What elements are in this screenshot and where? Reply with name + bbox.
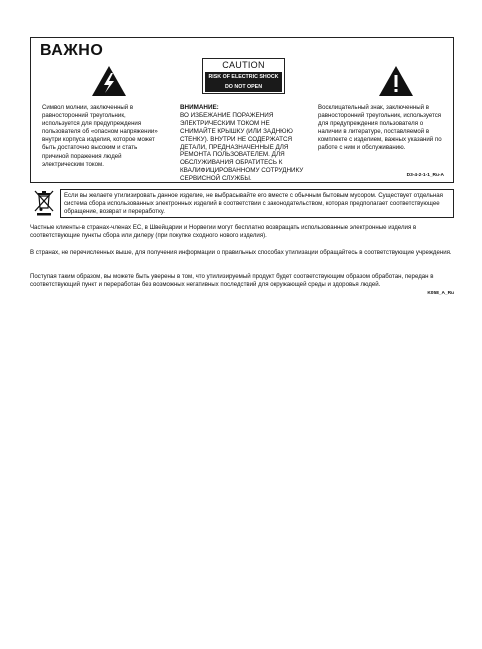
weee-text: Если вы желаете утилизировать данное изделие, не выбрасывайте его вместе с обычным бытовым мусором. Существует отдельная система сбора использованных электронных изделий в соответствии с законодательством, которая предполагает соответствующее обращение, возврат и переработку. [60,189,454,218]
caution-band [205,72,282,92]
paragraph-environment: Поступая таким образом, вы можете быть уверены в том, что утилизируемый продукт будет соответствующим образом обработан, передан в соответствующий пункт и переработан без возможных негативных последствий для окружающей среды и здоровья людей. [30,273,434,288]
exclamation-explanation: Восклицательный знак, заключенный в равносторонний треугольник, используется для предупреждения пользователя о наличии в литературе, поставляемой в комплекте с изделием, важных указаний по работе с ним и обслуживанию. [318,104,442,152]
caution-label [202,58,285,94]
paragraph-other-countries: В странах, не перечисленных выше, для получения информации о правильных способах утилизации обращайтесь в соответствующие учреждения. [30,249,452,256]
document-code-2: K058_A_Ru [427,291,454,296]
caution-explanation [180,104,306,183]
document-code: D3-4-2-1-1_Ru-A [406,173,444,178]
caution-title: CAUTION [222,60,265,70]
caution-line-1: RISK OF ELECTRIC SHOCK [208,74,279,80]
caution-body: ВО ИЗБЕЖАНИЕ ПОРАЖЕНИЯ ЭЛЕКТРИЧЕСКИМ ТОКОМ НЕ СНИМАЙТЕ КРЫШКУ (ИЛИ ЗАДНЮЮ СТЕНКУ). ВНУТРИ НЕ СОДЕРЖАТСЯ ДЕТАЛИ, ПРЕДНАЗНАЧЕННЫЕ ДЛЯ РЕМОНТА ПОЛЬЗОВАТЕЛЕМ. ДЛЯ ОБСЛУЖИВАНИЯ ОБРАТИТЕСЬ К КВАЛИФИЦИРОВАННОМУ СОТРУДНИКУ СЕРВИСНОЙ СЛУЖБЫ. [180,111,304,183]
exclamation-warning-icon [378,65,414,97]
paragraph-eu-clients: Частные клиенты-в странах-членах ЕС, в Швейцарии и Норвегии могут бесплатно возвращать использованные электронные изделия в соответствующие пункты сбора или дилеру (при покупке сходного нового изделия). [30,224,417,239]
page-title: ВАЖНО [40,42,104,59]
lightning-explanation: Символ молнии, заключенный в равносторонний треугольник, используется для предупреждения пользователя об «опасном напряжении» внутри корпуса изделия, которое может быть достаточно высоким и стать причиной поражения людей электрическим током. [42,104,158,168]
crossed-out-wheelie-bin-icon [33,189,55,216]
lightning-bolt-warning-icon [91,65,127,97]
important-notice-box [30,37,454,183]
caution-heading: ВНИМАНИЕ: [180,104,219,111]
caution-line-2: DO NOT OPEN [224,84,263,90]
weee-notice [30,189,454,218]
